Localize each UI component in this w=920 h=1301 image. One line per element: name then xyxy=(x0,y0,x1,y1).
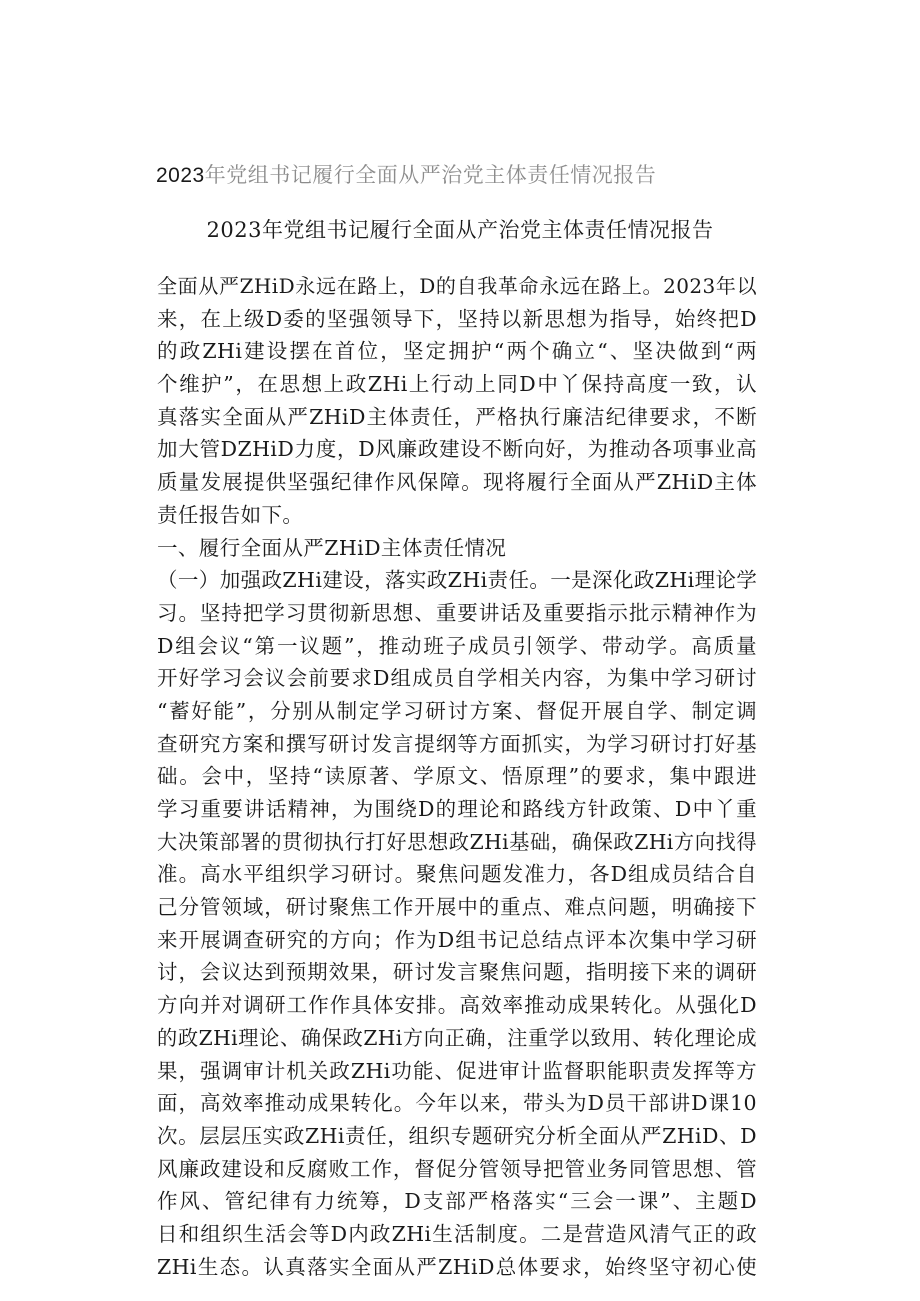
header-title xyxy=(156,160,756,191)
body-line: 真落实全面从严ZHiD主体责任，严格执行廉洁纪律要求，不断 xyxy=(157,404,757,429)
body-line: 开好学习会议会前要求D组成员自学相关内容，为集中学习研讨 xyxy=(157,666,757,691)
body-line: 础。会中，坚持“读原著、学原文、悟原理”的要求，集中跟进 xyxy=(157,764,757,789)
body-line: 来开展调查研究的方向；作为D组书记总结点评本次集中学习研 xyxy=(157,927,757,952)
body-line: 大决策部署的贯彻执行打好思想政ZHi基础，确保政ZHi方向找得 xyxy=(157,829,757,854)
body-line: 己分管领域，研讨聚焦工作开展中的重点、难点问题，明确接下 xyxy=(157,895,757,920)
body-line: D组会议“第一议题”，推动班子成员引领学、带动学。高质量 xyxy=(157,633,757,658)
body-line: 责任报告如下。 xyxy=(157,502,304,527)
section-heading: 一、履行全面从严ZHiD主体责任情况 xyxy=(157,535,507,560)
body-line: 质量发展提供坚强纪律作风保障。现将履行全面从严ZHiD主体 xyxy=(157,470,757,495)
document-body xyxy=(157,270,757,1283)
body-line: 个维护”，在思想上政ZHi上行动上同D中丫保持高度一致，认 xyxy=(157,372,757,397)
body-line: 全面从严ZHiD永远在路上，D的自我革命永远在路上。2023年以 xyxy=(157,274,757,298)
body-line: 方向并对调研工作作具体安排。高效率推动成果转化。从强化D xyxy=(157,993,757,1018)
body-line: 风廉政建设和反腐败工作，督促分管领导把管业务同管思想、管 xyxy=(157,1156,757,1181)
body-line: 查研究方案和撰写研讨发言提纲等方面抓实，为学习研讨打好基 xyxy=(157,731,757,756)
body-line: （一）加强政ZHi建设，落实政ZHi责任。一是深化政ZHi理论学 xyxy=(157,568,758,593)
body-line: ZHi生态。认真落实全面从严ZHiD总体要求，始终坚守初心使 xyxy=(157,1254,757,1279)
body-line: 作风、管纪律有力统筹，D支部严格落实“三会一课”、主题D xyxy=(157,1189,757,1214)
body-line: 习。坚持把学习贯彻新思想、重要讲话及重要指示批示精神作为 xyxy=(157,600,757,625)
body-line: 次。层层压实政ZHi责任，组织专题研究分析全面从严ZHiD、D xyxy=(157,1123,757,1148)
body-line: 日和组织生活会等D内政ZHi生活制度。二是营造风清气正的政 xyxy=(157,1221,757,1246)
body-line: 果，强调审计机关政ZHi功能、促进审计监督职能职责发挥等方 xyxy=(157,1058,757,1083)
body-line: “蓄好能”，分别从制定学习研讨方案、督促开展自学、制定调 xyxy=(157,698,757,723)
body-line: 来，在上级D委的坚强领导下，坚持以新思想为指导，始终把D xyxy=(157,306,757,331)
body-line: 讨，会议达到预期效果，研讨发言聚焦问题，指明接下来的调研 xyxy=(157,960,757,985)
header-title-text: 年党组书记履行全面从严治党主体责任情况报告 xyxy=(204,163,657,187)
body-line: 的政ZHi建设摆在首位，坚定拥护“两个确立“、坚决做到“两 xyxy=(157,339,757,364)
header-year: 2023 xyxy=(156,164,205,187)
body-line: 的政ZHi理论、确保政ZHi方向正确，注重学以致用、转化理论成 xyxy=(157,1025,757,1050)
body-line: 学习重要讲话精神，为围绕D的理论和路线方针政策、D中丫重 xyxy=(157,797,757,821)
document-title: 2023年党组书记履行全面从产治党主体责任情况报告 xyxy=(206,218,714,242)
body-line: 准。高水平组织学习研讨。聚焦问题发准力，各D组成员结合自 xyxy=(157,862,757,887)
body-line: 面，高效率推动成果转化。今年以来，带头为D员干部讲D课10 xyxy=(157,1091,757,1116)
body-line: 加大管DZHiD力度，D风廉政建设不断向好，为推动各项事业高 xyxy=(157,437,757,462)
